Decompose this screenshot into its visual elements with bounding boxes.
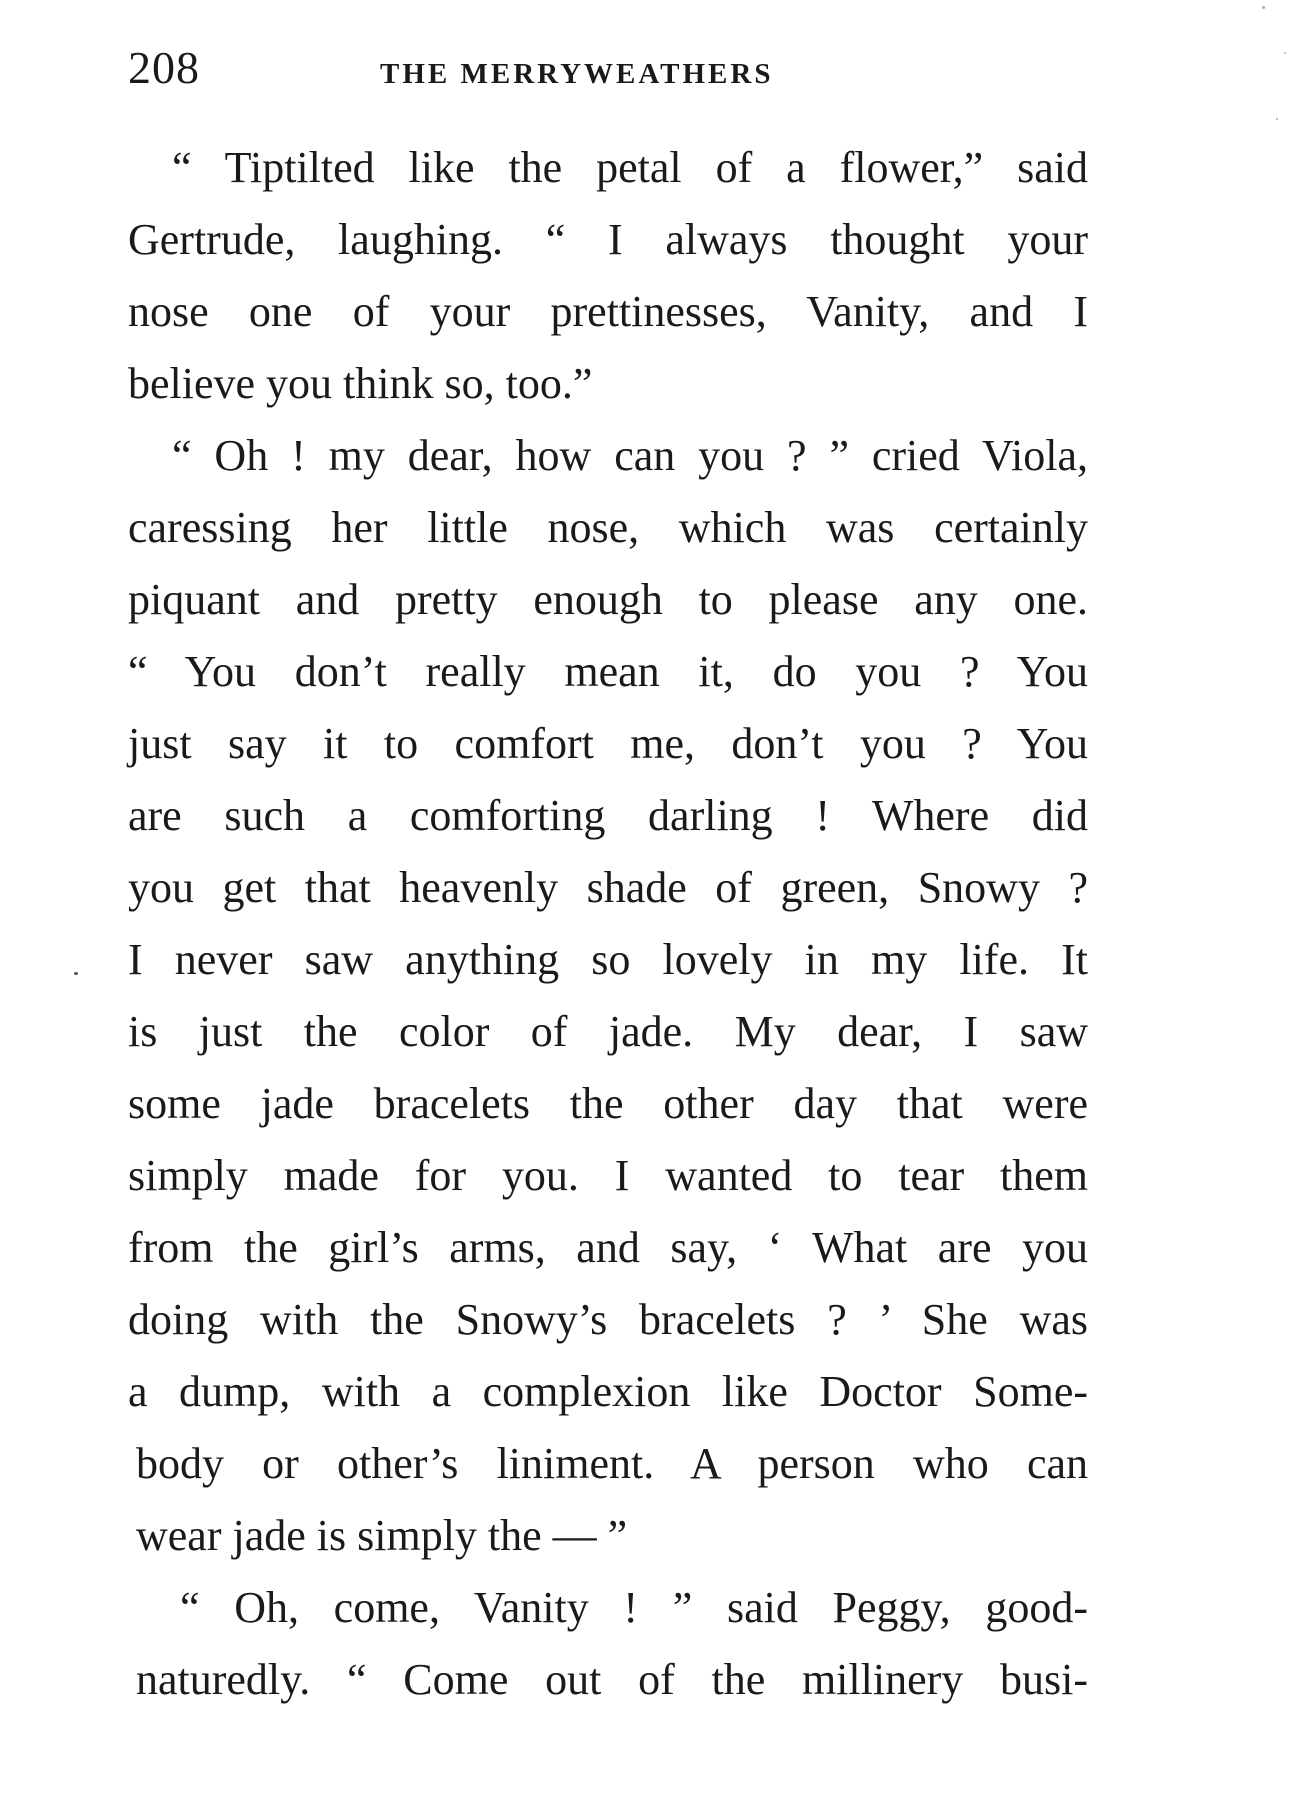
scan-speck — [1262, 6, 1265, 9]
text-line: some jade bracelets the other day that were — [128, 1079, 1088, 1128]
page-number: 208 — [128, 42, 200, 93]
text-line: caressing her little nose, which was certainly — [128, 503, 1088, 552]
text-line: wear jade is simply the — ” — [136, 1511, 628, 1560]
text-line: are such a comforting darling ! Where did — [128, 791, 1088, 840]
text-line: “ You don’t really mean it, do you ? You — [128, 647, 1088, 696]
text-line: is just the color of jade. My dear, I saw — [128, 1007, 1088, 1056]
text-line: “ Oh ! my dear, how can you ? ” cried Viola, — [172, 431, 1088, 480]
text-line: a dump, with a complexion like Doctor Some- — [128, 1367, 1088, 1416]
running-title: THE MERRYWEATHERS — [380, 58, 774, 90]
page-header — [128, 38, 1098, 98]
text-line: believe you think so, too.” — [128, 359, 593, 408]
text-line: piquant and pretty enough to please any one. — [128, 575, 1088, 624]
text-line: simply made for you. I wanted to tear them — [128, 1151, 1088, 1200]
text-line: body or other’s liniment. A person who can — [136, 1439, 1088, 1488]
text-line: I never saw anything so lovely in my life. It — [128, 935, 1088, 984]
text-line: nose one of your prettinesses, Vanity, and I — [128, 287, 1088, 336]
text-line: “ Oh, come, Vanity ! ” said Peggy, good- — [180, 1583, 1088, 1632]
scan-speck — [1284, 52, 1286, 54]
text-line: from the girl’s arms, and say, ‘ What are you — [128, 1223, 1088, 1272]
text-line: just say it to comfort me, don’t you ? You — [128, 719, 1088, 768]
text-line: doing with the Snowy’s bracelets ? ’ She was — [128, 1295, 1088, 1344]
scan-speck — [1276, 118, 1278, 120]
text-line: you get that heavenly shade of green, Snowy ? — [128, 863, 1088, 912]
body-text — [128, 132, 1088, 1716]
text-line: Gertrude, laughing. “ I always thought your — [128, 215, 1088, 264]
margin-speck — [74, 972, 78, 975]
text-line: “ Tiptilted like the petal of a flower,” said — [172, 143, 1088, 192]
text-line: naturedly. “ Come out of the millinery busi- — [136, 1655, 1088, 1704]
